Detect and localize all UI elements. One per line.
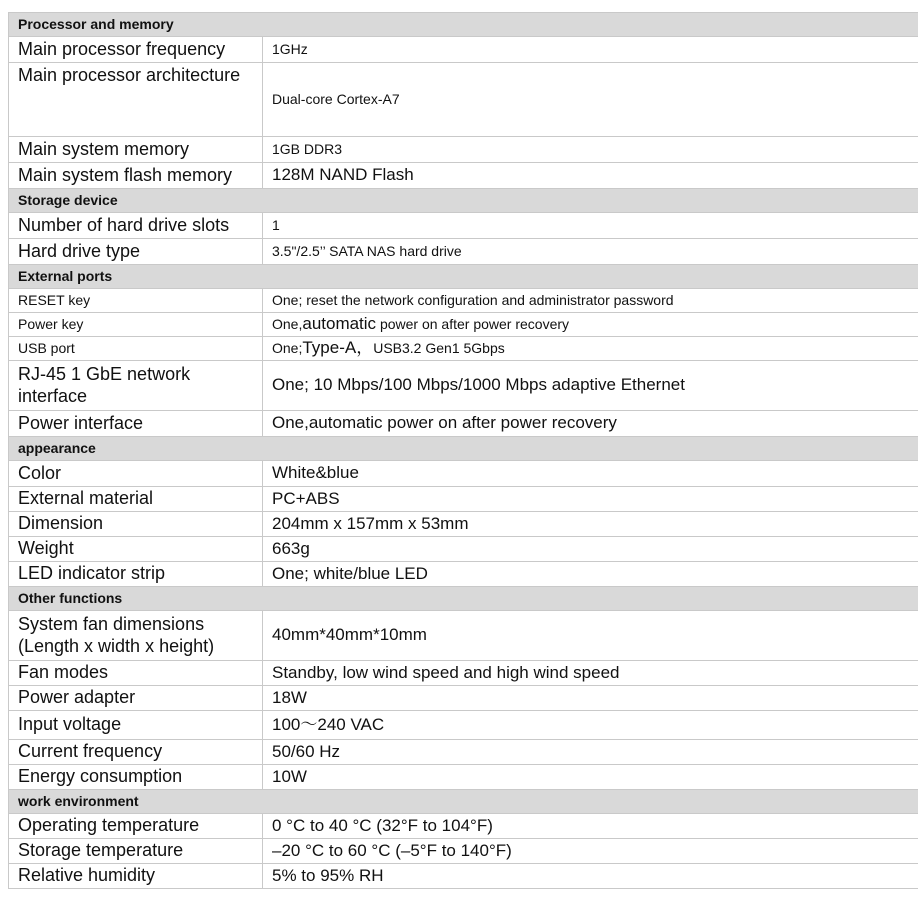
spec-value: 100～240 VAC [263, 711, 918, 740]
table-row [9, 537, 918, 562]
spec-value: One; 10 Mbps/100 Mbps/1000 Mbps adaptive Ethernet [263, 361, 918, 411]
spec-key: Hard drive type [9, 239, 263, 265]
spec-key: Fan modes [9, 661, 263, 686]
value-rest: USB3.2 Gen1 5Gbps [373, 340, 505, 357]
spec-value: One; white/blue LED [263, 562, 918, 587]
spec-value: 3.5"/2.5’’ SATA NAS hard drive [263, 239, 918, 265]
spec-key: Main processor frequency [9, 37, 263, 63]
table-row [9, 864, 918, 889]
table-row [9, 686, 918, 711]
table-row [9, 765, 918, 790]
spec-key: Main system memory [9, 137, 263, 163]
spec-key: Current frequency [9, 740, 263, 765]
spec-value: 1 [263, 213, 918, 239]
value-prefix: One; [272, 340, 303, 357]
value-prefix: One, [272, 316, 303, 333]
spec-key: Number of hard drive slots [9, 213, 263, 239]
section-title: External ports [9, 265, 918, 289]
spec-value: 5% to 95% RH [263, 864, 918, 889]
spec-value: 40mm*40mm*10mm [263, 611, 918, 661]
spec-value: –20 °C to 60 °C (–5°F to 140°F) [263, 839, 918, 864]
spec-key: Relative humidity [9, 864, 263, 889]
table-row [9, 163, 918, 189]
table-row [9, 239, 918, 265]
table-row [9, 361, 918, 411]
spec-value: One; reset the network configuration and administrator password [263, 289, 918, 313]
table-row [9, 611, 918, 661]
spec-value: 0 °C to 40 °C (32°F to 104°F) [263, 814, 918, 839]
spec-table [8, 12, 918, 889]
spec-value: One,automatic power on after power recovery [263, 411, 918, 437]
spec-key: Power interface [9, 411, 263, 437]
section-header [9, 13, 918, 37]
value-emphasis: Type-A， [302, 338, 374, 358]
spec-key: Input voltage [9, 711, 263, 740]
table-row [9, 37, 918, 63]
value-emphasis: automatic [302, 314, 377, 334]
table-row [9, 512, 918, 537]
spec-value [263, 313, 918, 337]
spec-value: 10W [263, 765, 918, 790]
spec-value: White&blue [263, 461, 918, 487]
spec-value: Standby, low wind speed and high wind speed [263, 661, 918, 686]
table-row [9, 487, 918, 512]
table-row [9, 839, 918, 864]
spec-key: Storage temperature [9, 839, 263, 864]
spec-key: Energy consumption [9, 765, 263, 790]
section-header [9, 587, 918, 611]
table-row [9, 814, 918, 839]
spec-key: System fan dimensions (Length x width x height) [9, 611, 263, 661]
section-title: Processor and memory [9, 13, 918, 37]
section-title: work environment [9, 790, 918, 814]
table-row [9, 313, 918, 337]
table-row [9, 137, 918, 163]
spec-value: 18W [263, 686, 918, 711]
table-row [9, 711, 918, 740]
table-row [9, 661, 918, 686]
section-header [9, 790, 918, 814]
spec-key: RJ-45 1 GbE network interface [9, 361, 263, 411]
spec-key: Color [9, 461, 263, 487]
spec-key: USB port [9, 337, 263, 361]
section-title: Storage device [9, 189, 918, 213]
table-row [9, 411, 918, 437]
spec-value: 50/60 Hz [263, 740, 918, 765]
spec-key: Weight [9, 537, 263, 562]
section-title: appearance [9, 437, 918, 461]
spec-key: External material [9, 487, 263, 512]
spec-key: Power key [9, 313, 263, 337]
spec-key: Main processor architecture [9, 63, 263, 137]
table-row [9, 562, 918, 587]
spec-value: PC+ABS [263, 487, 918, 512]
section-title: Other functions [9, 587, 918, 611]
table-row [9, 740, 918, 765]
section-header [9, 265, 918, 289]
table-row [9, 63, 918, 137]
spec-value: Dual-core Cortex-A7 [263, 63, 918, 137]
section-header [9, 437, 918, 461]
spec-key: Operating temperature [9, 814, 263, 839]
spec-key: RESET key [9, 289, 263, 313]
table-row [9, 213, 918, 239]
spec-value: 663g [263, 537, 918, 562]
value-rest: power on after power recovery [376, 316, 570, 333]
table-row [9, 337, 918, 361]
spec-value: 1GB DDR3 [263, 137, 918, 163]
spec-key: LED indicator strip [9, 562, 263, 587]
spec-key: Dimension [9, 512, 263, 537]
section-header [9, 189, 918, 213]
spec-key: Power adapter [9, 686, 263, 711]
spec-value: 204mm x 157mm x 53mm [263, 512, 918, 537]
spec-key: Main system flash memory [9, 163, 263, 189]
table-row [9, 461, 918, 487]
spec-value: 128M NAND Flash [263, 163, 918, 189]
table-row [9, 289, 918, 313]
spec-value [263, 337, 918, 361]
spec-value: 1GHz [263, 37, 918, 63]
